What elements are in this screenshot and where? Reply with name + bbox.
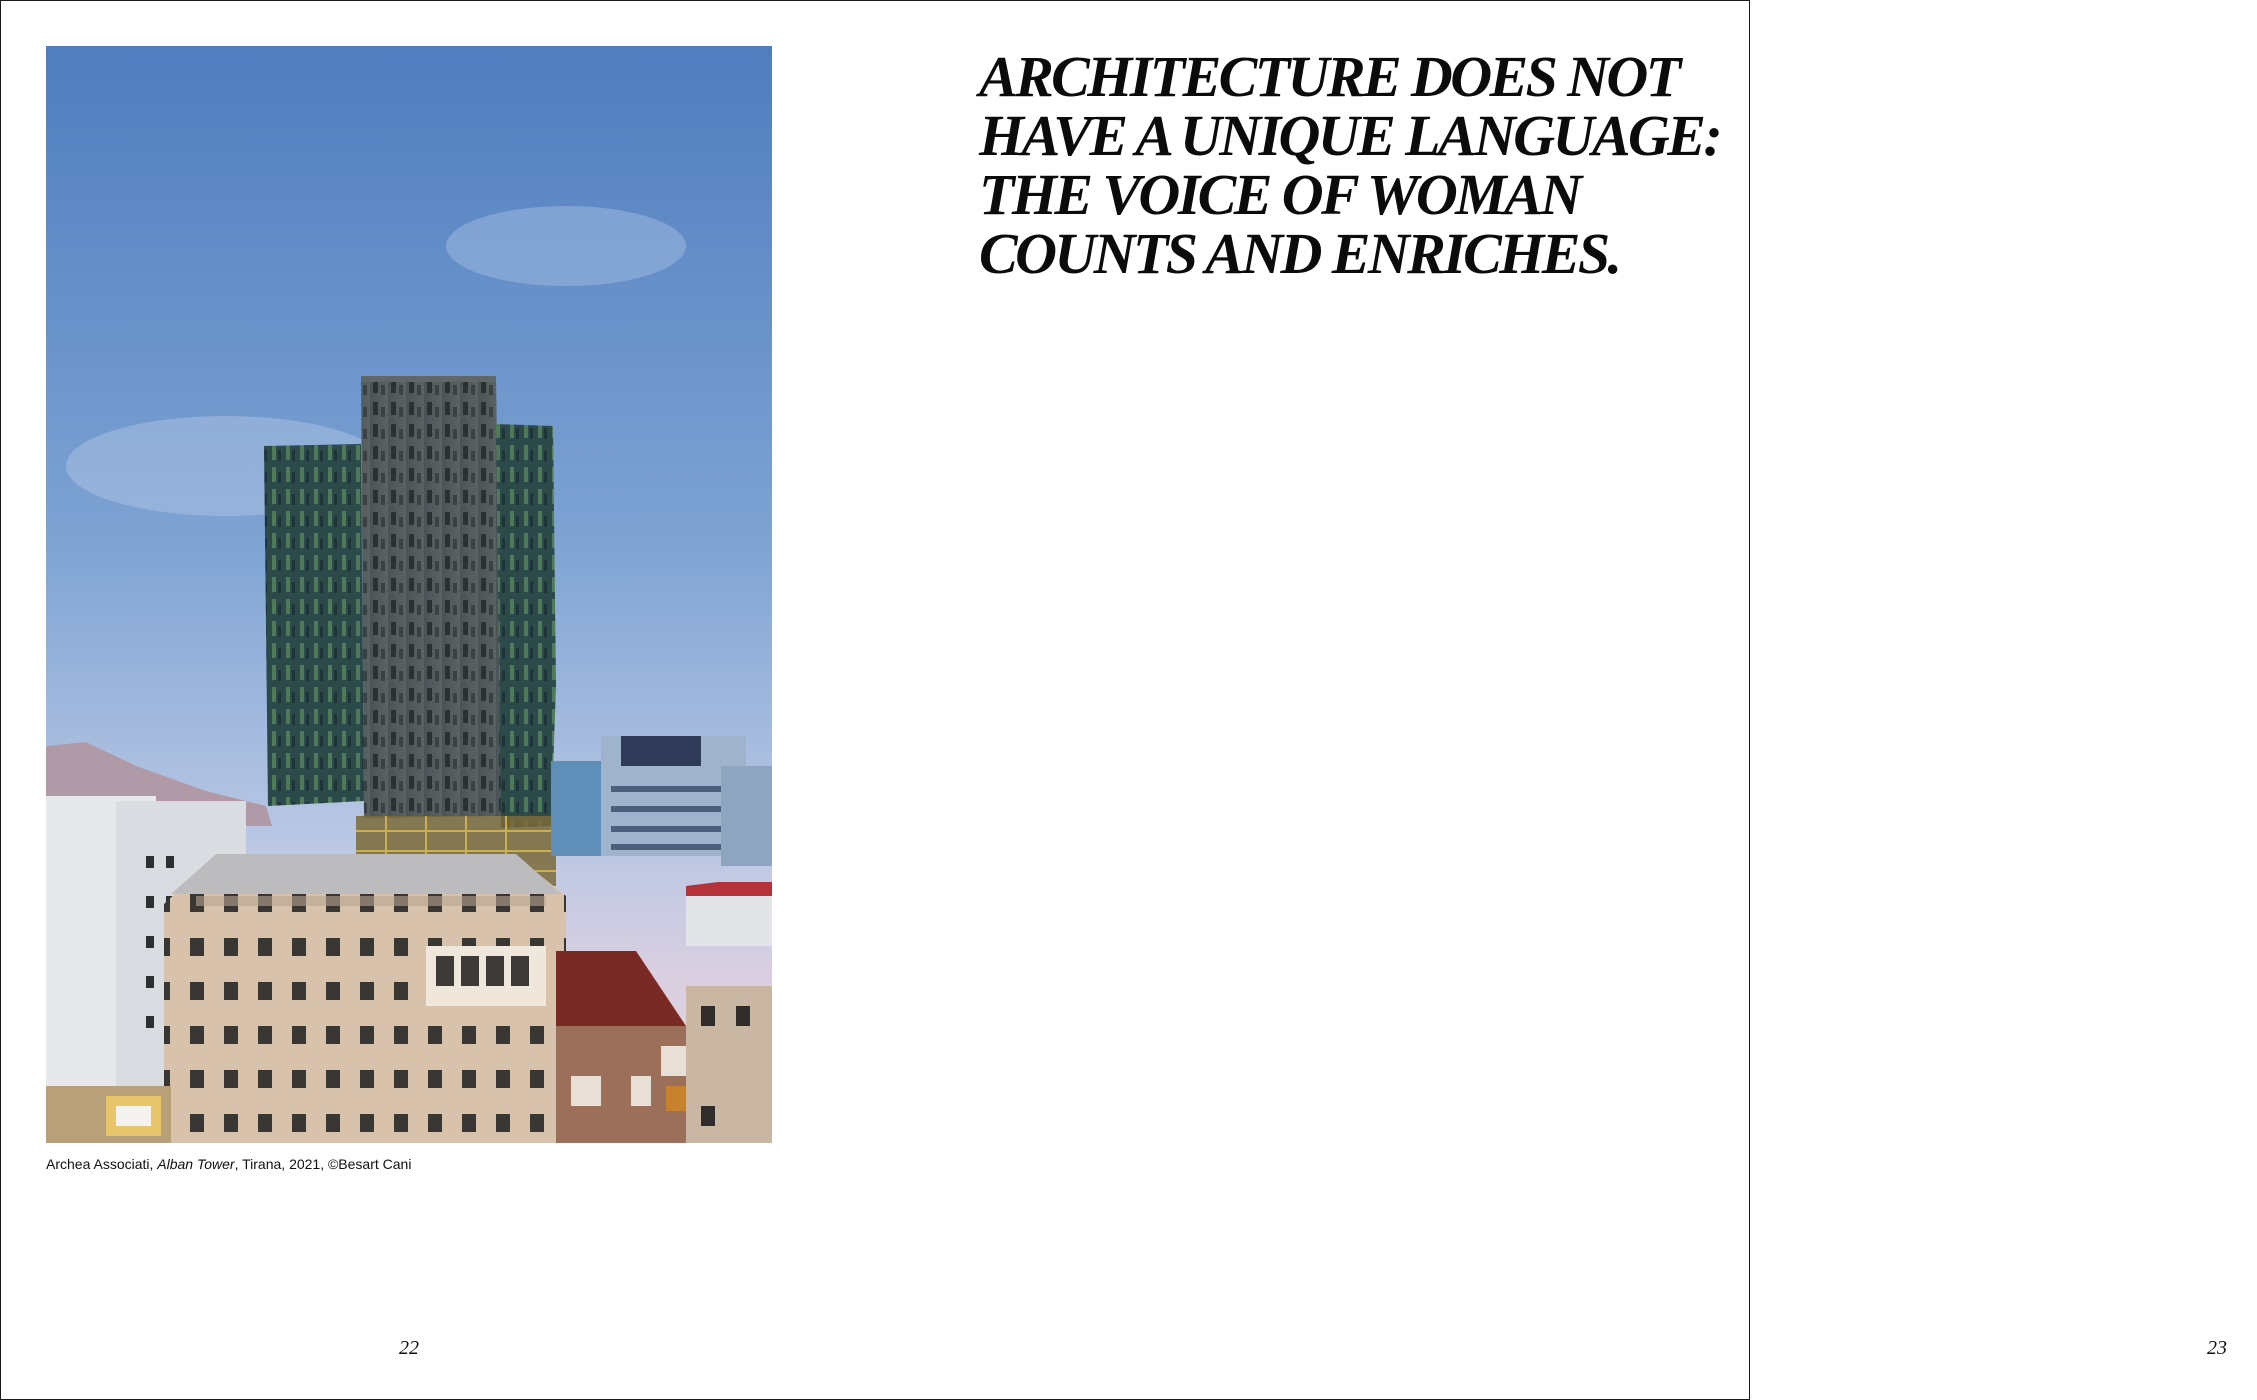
left-page	[1, 1, 875, 1399]
right-page	[875, 1, 2227, 1399]
pull-quote-line: HAVE A UNIQUE LANGUAGE:	[979, 103, 1721, 168]
photo-caption	[46, 1156, 411, 1172]
page-number-right: 23	[2207, 1337, 2227, 1359]
pull-quote-line: ARCHITECTURE DOES NOT	[979, 44, 1679, 109]
pull-quote	[979, 44, 1721, 286]
pull-quote-line: THE VOICE OF WOMAN	[979, 162, 1580, 227]
caption-details: , Tirana, 2021, ©Besart Cani	[234, 1156, 412, 1172]
page-number-left: 22	[399, 1337, 419, 1359]
photograph-icon	[46, 46, 772, 1143]
caption-work-title: Alban Tower	[157, 1156, 235, 1172]
caption-author: Archea Associati,	[46, 1156, 154, 1172]
pull-quote-line: COUNTS AND ENRICHES.	[979, 221, 1620, 286]
alban-tower-photograph	[46, 46, 772, 1143]
